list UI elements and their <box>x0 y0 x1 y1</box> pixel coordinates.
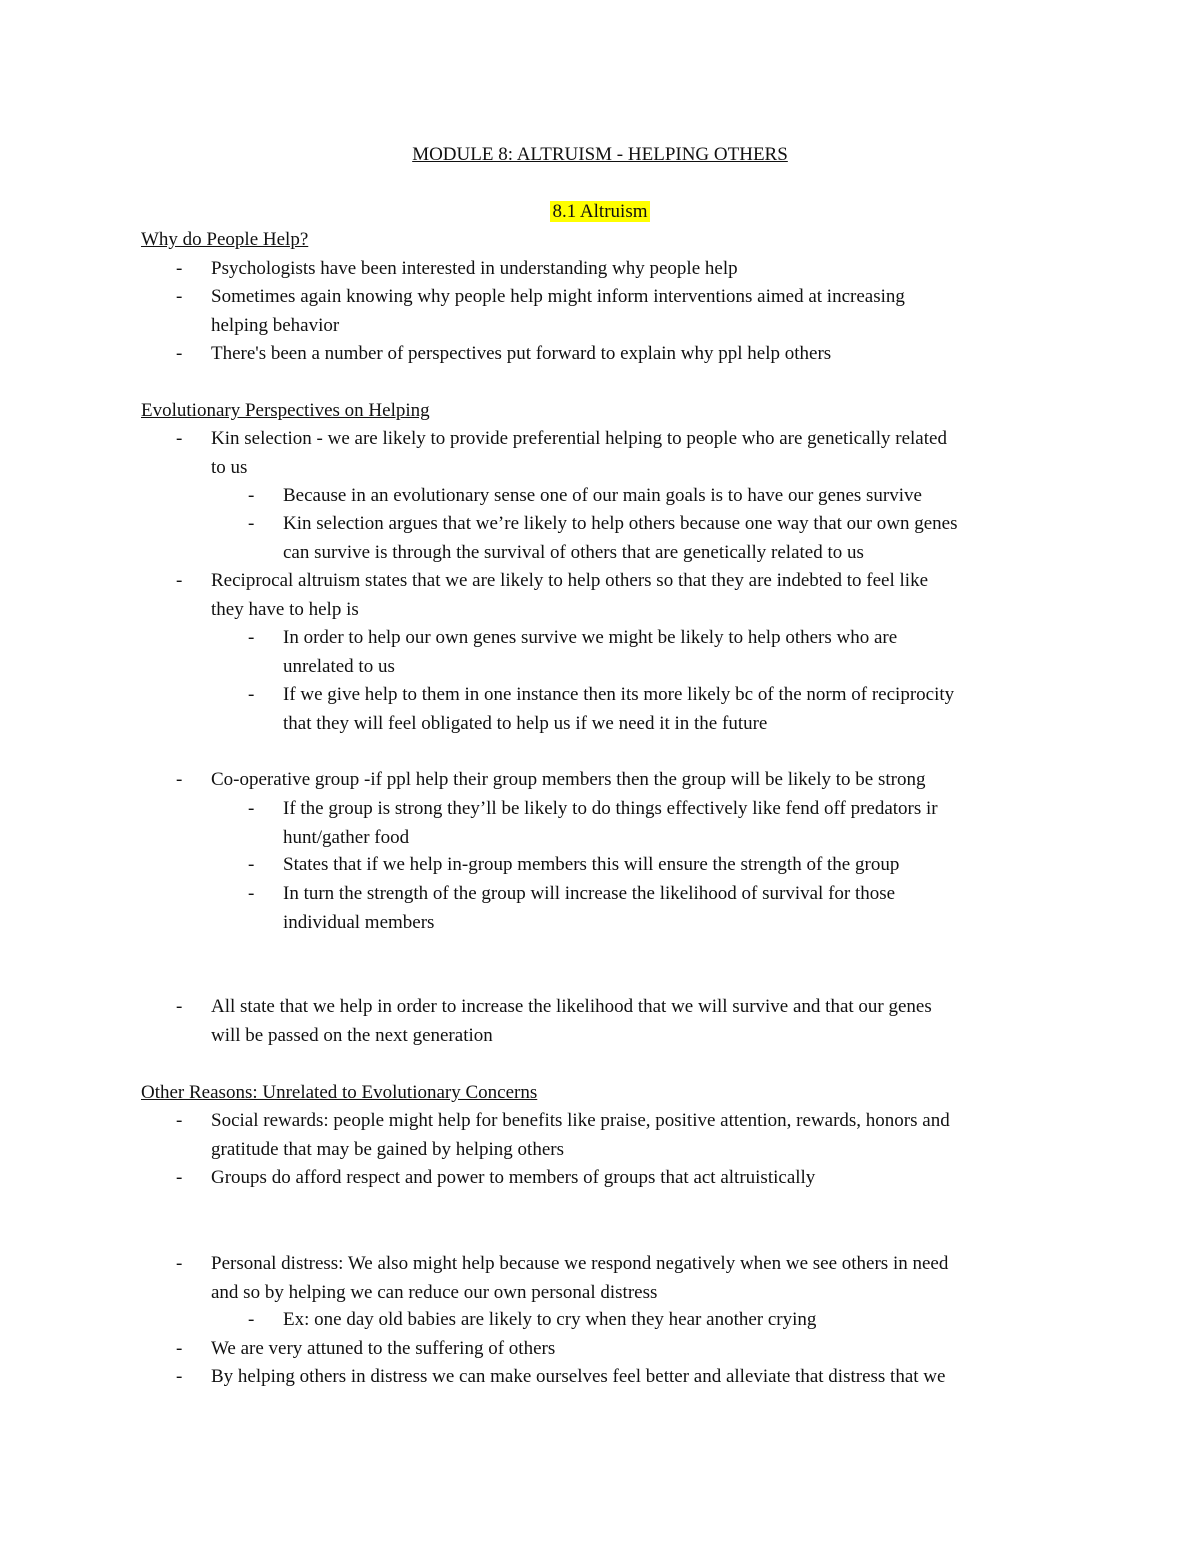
bullet-dash: - <box>248 513 255 534</box>
list-item-text: Personal distress: We also might help because we respond negatively when we see others in need <box>211 1253 949 1274</box>
bullet-dash: - <box>248 883 255 904</box>
section-heading: Evolutionary Perspectives on Helping <box>141 400 430 421</box>
list-item-text: unrelated to us <box>283 655 395 677</box>
list-item-text: Sometimes again knowing why people help might inform interventions aimed at increasing <box>211 286 905 307</box>
list-item-text: There's been a number of perspectives put forward to explain why ppl help others <box>211 343 832 364</box>
list-item-text: Ex: one day old babies are likely to cry when they hear another crying <box>283 1309 817 1330</box>
list-item-text: to us <box>211 456 248 478</box>
bullet-dash: - <box>176 428 183 449</box>
section-heading: Other Reasons: Unrelated to Evolutionary Concerns <box>141 1082 538 1103</box>
list-item-text: Psychologists have been interested in understanding why people help <box>211 258 738 279</box>
bullet-dash: - <box>176 1366 183 1387</box>
bullet-dash: - <box>248 627 255 648</box>
list-item-text: All state that we help in order to increase the likelihood that we will survive and that our genes <box>211 996 932 1017</box>
list-item-text: Kin selection - we are likely to provide preferential helping to people who are genetically related <box>211 428 947 449</box>
bullet-dash: - <box>176 1338 183 1359</box>
bullet-dash: - <box>248 854 255 875</box>
list-item-text: Kin selection argues that we’re likely to help others because one way that our own genes <box>283 513 958 534</box>
bullet-dash: - <box>248 684 255 705</box>
list-item-text: helping behavior <box>211 314 340 336</box>
list-item-text: can survive is through the survival of others that are genetically related to us <box>283 541 864 563</box>
list-item-text: will be passed on the next generation <box>211 1024 493 1046</box>
list-item-text: and so by helping we can reduce our own personal distress <box>211 1281 658 1303</box>
bullet-dash: - <box>176 286 183 307</box>
section-number-highlight: 8.1 Altruism <box>552 201 648 222</box>
list-item-text: We are very attuned to the suffering of others <box>211 1338 556 1359</box>
bullet-dash: - <box>176 570 183 591</box>
bullet-dash: - <box>176 769 183 790</box>
bullet-dash: - <box>248 798 255 819</box>
list-item-text: If the group is strong they’ll be likely to do things effectively like fend off predators ir <box>283 798 938 819</box>
section-heading: Why do People Help? <box>141 229 309 250</box>
list-item-text: hunt/gather food <box>283 826 410 848</box>
bullet-dash: - <box>176 1110 183 1131</box>
list-item-text: individual members <box>283 911 435 933</box>
list-item-text: Reciprocal altruism states that we are likely to help others so that they are indebted to feel like <box>211 570 929 591</box>
bullet-dash: - <box>176 996 183 1017</box>
list-item-text: By helping others in distress we can make ourselves feel better and alleviate that distress that we <box>211 1366 946 1387</box>
list-item-text: they have to help is <box>211 598 359 620</box>
list-item-text: States that if we help in-group members this will ensure the strength of the group <box>283 854 900 875</box>
list-item-text: In turn the strength of the group will increase the likelihood of survival for those <box>283 883 896 904</box>
list-item-text: In order to help our own genes survive we might be likely to help others who are <box>283 627 898 648</box>
bullet-dash: - <box>176 1167 183 1188</box>
bullet-dash: - <box>176 258 183 279</box>
list-item-text: Groups do afford respect and power to members of groups that act altruistically <box>211 1167 816 1188</box>
bullet-dash: - <box>176 343 183 364</box>
list-item-text: Co-operative group -if ppl help their group members then the group will be likely to be strong <box>211 769 926 790</box>
list-item-text: Because in an evolutionary sense one of our main goals is to have our genes survive <box>283 485 922 506</box>
list-item-text: If we give help to them in one instance then its more likely bc of the norm of reciprocity <box>283 684 955 705</box>
list-item-text: that they will feel obligated to help us if we need it in the future <box>283 712 768 734</box>
bullet-dash: - <box>248 1309 255 1330</box>
bullet-dash: - <box>248 485 255 506</box>
list-item-text: gratitude that may be gained by helping others <box>211 1138 564 1160</box>
list-item-text: Social rewards: people might help for benefits like praise, positive attention, rewards, honors and <box>211 1110 950 1131</box>
bullet-dash: - <box>176 1253 183 1274</box>
document-title: MODULE 8: ALTRUISM - HELPING OTHERS <box>412 144 788 165</box>
